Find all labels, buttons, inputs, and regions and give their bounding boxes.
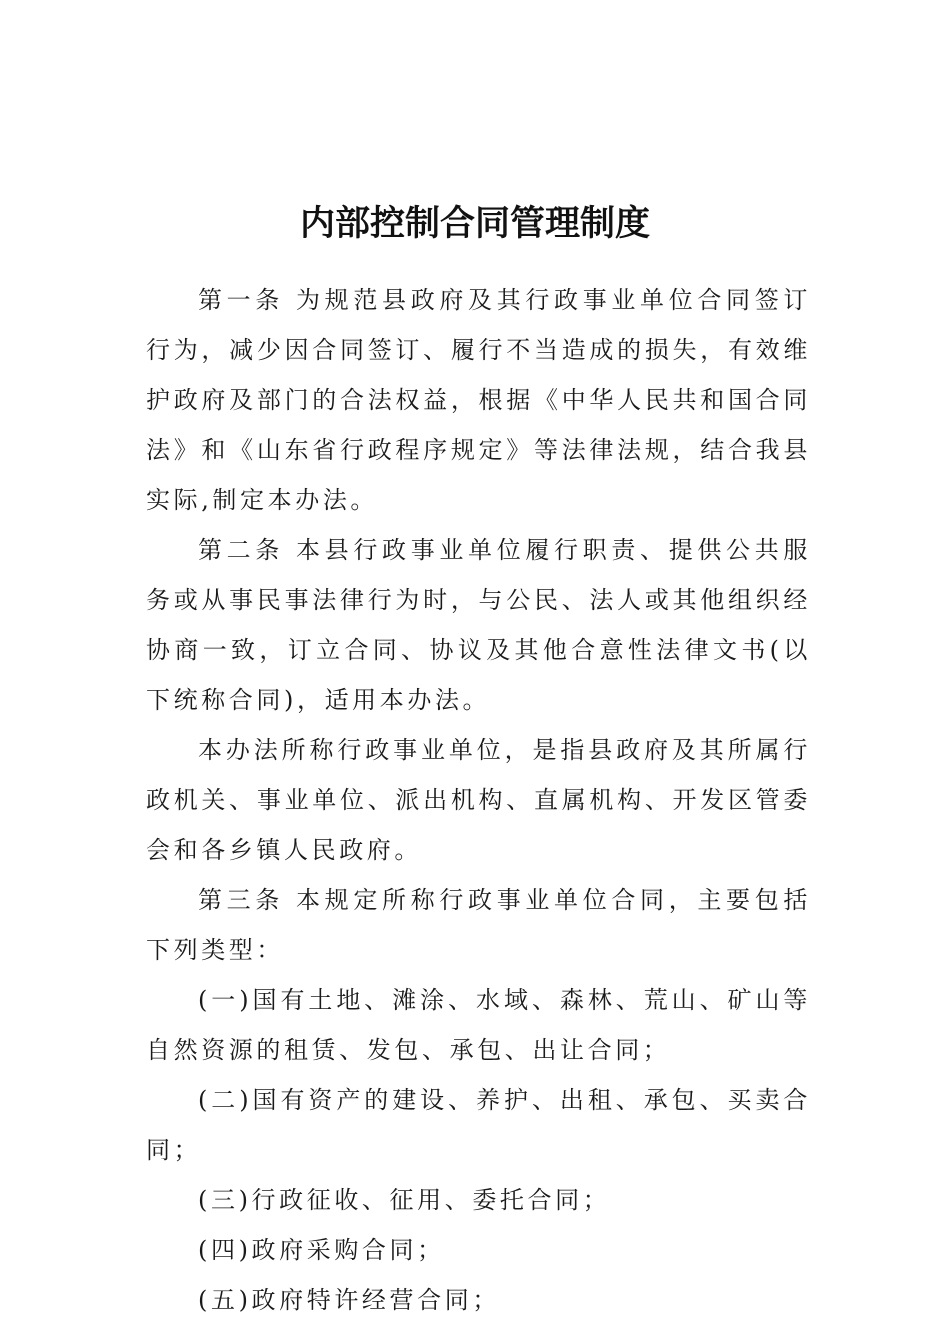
list-item-text: (四)政府采购合同； <box>198 1236 445 1264</box>
document-title: 内部控制合同管理制度 <box>299 204 650 245</box>
article-1 <box>146 275 811 525</box>
list-item-1 <box>146 975 811 1075</box>
article-text: 本规定所称行政事业单位合同，主要包括下列类型： <box>146 886 811 964</box>
list-item-text: (一)国有土地、滩涂、水域、森林、荒山、矿山等自然资源的租赁、发包、承包、出让合同； <box>146 986 811 1064</box>
article-heading: 第三条 <box>198 886 285 914</box>
list-item-text: (五)政府特许经营合同； <box>198 1286 500 1314</box>
article-text: 本办法所称行政事业单位，是指县政府及其所属行政机关、事业单位、派出机构、直属机构、开发区管委会和各乡镇人民政府。 <box>146 736 811 864</box>
article-text: 本县行政事业单位履行职责、提供公共服务或从事民事法律行为时，与公民、法人或其他组织经协商一致，订立合同、协议及其他合意性法律文书(以下统称合同)，适用本办法。 <box>146 536 811 714</box>
article-2 <box>146 525 811 725</box>
document-body <box>146 275 811 1325</box>
list-item-4 <box>146 1225 811 1275</box>
article-3 <box>146 875 811 975</box>
list-item-3 <box>146 1175 811 1225</box>
list-item-5 <box>146 1275 811 1325</box>
article-heading: 第二条 <box>198 536 285 564</box>
list-item-2 <box>146 1075 811 1175</box>
list-item-text: (三)行政征收、征用、委托合同； <box>198 1186 611 1214</box>
article-heading: 第一条 <box>198 286 285 314</box>
article-text: 为规范县政府及其行政事业单位合同签订行为，减少因合同签订、履行不当造成的损失，有效维护政府及部门的合法权益，根据《中华人民共和国合同法》和《山东省行政程序规定》等法律法规，结合我县实际,制定本办法。 <box>146 286 811 514</box>
list-item-text: (二)国有资产的建设、养护、出租、承包、买卖合同； <box>146 1086 811 1164</box>
article-2-definition <box>146 725 811 875</box>
